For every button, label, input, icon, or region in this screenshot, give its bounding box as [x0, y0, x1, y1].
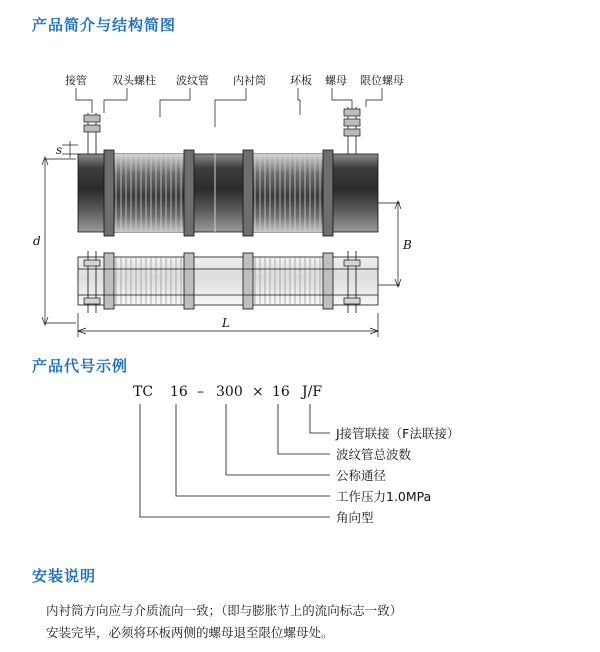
section-title-code: 产品代号示例	[32, 357, 129, 375]
callout-labels	[65, 73, 404, 87]
install-note-0: 内衬筒方向应与介质流向一致；（即与膨胀节上的流向标志一致）	[46, 603, 403, 618]
code-desc-0: J接管联接（F法联接）	[336, 426, 460, 441]
section-title-install: 安装说明	[32, 567, 97, 585]
code-token-5: 16	[272, 384, 290, 400]
install-notes	[46, 600, 566, 644]
tie-rods-upper	[88, 107, 356, 155]
dim-label-d: d	[33, 234, 41, 248]
code-desc-1: 波纹管总波数	[336, 447, 412, 462]
product-code-svg	[0, 378, 600, 548]
dim-label-L: L	[222, 316, 230, 330]
code-leaders	[140, 404, 330, 517]
structure-diagram-svg	[0, 55, 600, 345]
code-desc-4: 角向型	[336, 510, 374, 525]
code-desc-3: 工作压力1.0MPa	[336, 489, 432, 504]
install-note-1: 安装完毕，必须将环板两侧的螺母退至限位螺母处。	[46, 625, 334, 640]
callout-label-2: 波纹管	[176, 74, 209, 87]
section-title-intro: 产品简介与结构简图	[32, 16, 177, 34]
dim-B	[378, 201, 401, 287]
callout-label-4: 环板	[290, 74, 312, 87]
callout-label-6: 限位螺母	[360, 74, 404, 87]
dim-label-B: B	[403, 238, 412, 252]
code-token-3: 300	[216, 384, 243, 400]
dim-d	[42, 157, 76, 325]
dim-label-s: s	[56, 143, 63, 157]
nuts-upper	[84, 109, 360, 136]
lower-assembly	[78, 251, 378, 337]
code-token-4: ×	[252, 384, 264, 400]
code-desc-2: 公称通径	[336, 468, 387, 483]
product-code-diagram	[0, 378, 600, 548]
dim-s	[62, 141, 78, 158]
callout-label-3: 内衬筒	[233, 74, 266, 87]
callout-label-0: 接管	[65, 74, 87, 87]
structure-diagram	[0, 55, 600, 345]
code-token-0: TC	[133, 384, 154, 400]
code-token-6: J/F	[302, 384, 323, 400]
callout-label-1: 双头螺柱	[112, 74, 156, 87]
callout-label-5: 螺母	[325, 74, 347, 87]
code-token-1: 16	[170, 384, 188, 400]
code-token-2: –	[197, 384, 204, 400]
callout-leaders	[76, 88, 382, 127]
